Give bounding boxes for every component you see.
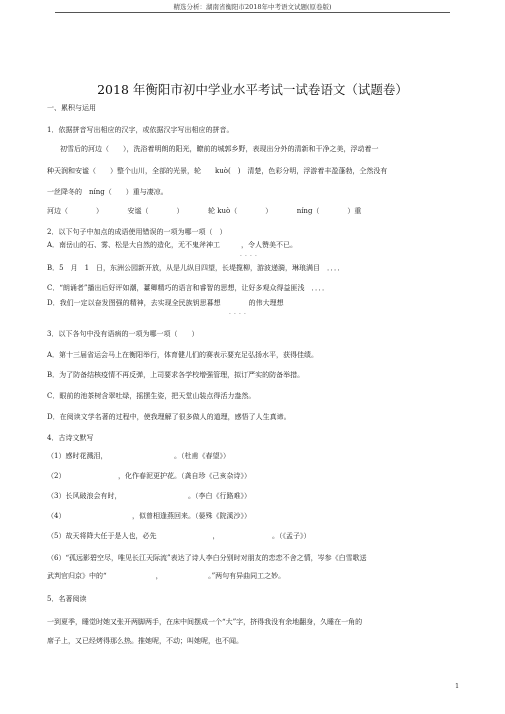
question-4-line-1: （1）感时花溅泪， 。（杜甫《春望》） <box>47 452 230 460</box>
question-5-stem: 5．名著阅读 <box>47 595 87 603</box>
question-5-passage-line-1: 一到夏季，睡觉时她又张开两脚两手，在床中间摆成一个“大”字，挤得我没有余地翻身，久睡在一角的 <box>47 618 363 626</box>
question-3-option-d: D．在阅读文学名著的过程中，使我理解了很多做人的道理，感悟了人生真谛。 <box>47 413 291 421</box>
page-header: 精选分析：湖南省衡阳市2018年中考语文试题(原卷版) <box>173 3 332 11</box>
question-4-line-6b: 武判官归京》中的“ ， 。”两句有异曲同工之妙。 <box>47 572 286 580</box>
question-4-line-4: （4） ，似曾相逢燕回来。（晏殊《院溪沙》） <box>47 512 251 520</box>
question-1-passage-line-2: 种天润和安谧（ ）整个山川，全部的光景，轮 kuò( ) 清楚，色彩分明，浮游着丰盈蓬勃，仝然没有 <box>47 167 388 175</box>
question-1-stem: 1．依据拼音写出相应的汉字，或依据汉字写出相应的拼音。 <box>47 126 234 134</box>
question-3-option-a: A．第十三届省运会马上在衡阳举行，体育健儿们的赛表示要充足弘扬水平，获得佳绩。 <box>47 351 319 359</box>
question-1-answer-blanks: 河边（ ） 安谧（ ） 轮 kuò（ ） níng（ ）重 <box>47 207 362 215</box>
question-2-option-d: D．我们一定以奋发图强的精神，去实现全民族钥思暮想 的伟大理想 <box>47 299 284 307</box>
question-2-option-b: B．5 月 1 日，东洲公园新开放，从是儿纵目四望，长堤揽柳，游波递漪，琳琅满目 ．．．． <box>47 264 345 272</box>
question-1-passage-line-1: 初雪后的河边（ ），洗浴着明朗的阳光，瞭前的城郭乡野，表现出分外的清新和干净之美，浮动着一 <box>60 145 379 153</box>
header-rule <box>55 12 450 13</box>
question-4-line-5: （5）故天将降大任于是人也，必先 ， 。（《孟子》） <box>47 532 311 540</box>
question-2-stem: 2．以下句子中加点的成语使用错误的一项为哪一项（ ） <box>47 228 227 236</box>
section-heading: 一、累积与运用 <box>47 104 96 112</box>
question-5-passage-line-2: 席子上，又已经烤得那么热。推她呢，不动；叫她呢，也不闻。 <box>47 637 243 645</box>
question-4-line-3: （3）长风破浪会有时， 。（李白《行路难》） <box>47 492 251 500</box>
emphasis-dots: ．．．． <box>229 309 253 316</box>
emphasis-dots: ．．．． <box>240 251 264 258</box>
question-1-passage-line-3: 一丝降冬的 níng（ ）重与凄凉。 <box>47 188 168 196</box>
document-title: 2018 年衡阳市初中学业水平考试一试卷语文（试题卷） <box>97 82 408 97</box>
question-3-option-c: C．眼前的池茶树含翠吐绿，摇摆生姿，把天堂山装点得活力盎然。 <box>47 392 256 400</box>
question-4-stem: 4．古诗文默写 <box>47 434 94 442</box>
question-3-stem: 3．以下各句中没有语病的一项为哪一项（ ） <box>47 330 199 338</box>
question-2-option-c: C．“朗诵者”播出后好评如潮，薹卿精巧的语言和睿智的思想，让好多观众得益匪浅 ．．．． <box>47 284 330 292</box>
page-number: 1 <box>455 682 460 690</box>
question-3-option-b: B．为了防备结核疫情不再反弹，上司要求各学校增强管理，拟订严实的防备举措。 <box>47 371 305 379</box>
question-4-line-6a: （6）“孤远影碧空尽，唯见长江天际流”表达了诗人李白分别时对朋友的恋恋不舍之情，岑参《白雪歌送 <box>47 554 367 562</box>
question-4-line-2: （2） ，化作春泥更护花。（龚自珍《己亥杂诗》） <box>47 472 251 480</box>
question-2-option-a: A．南岳山的石、雾、松是大自然的造化，无不鬼斧神工 ，令人赞美不已。 <box>47 241 298 249</box>
